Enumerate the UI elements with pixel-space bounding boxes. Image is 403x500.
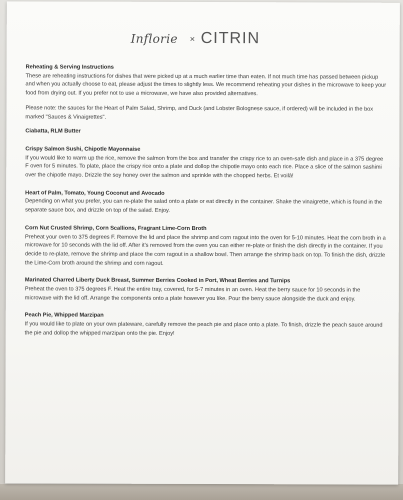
bread-heading: Ciabatta, RLM Butter bbox=[25, 128, 81, 135]
section-title-palm: Heart of Palm, Tomato, Young Coconut and Avocado bbox=[25, 190, 165, 197]
document-body bbox=[25, 63, 388, 339]
section-text-pie: If you would like to plate on your own plateware, carefully remove the peach pie and place onto a plate. To finish, drizzle the peach sauce around the pie and dollop the whipped marzipan onto the pie. Enjoy! bbox=[24, 321, 383, 337]
logo-citrin: CITRIN bbox=[200, 29, 261, 48]
intro-text: These are reheating instructions for dishes that were picked up at a much earlier time than eaten. If not much time has passed between pickup and when you actually choose to eat, please adjust the times to slightly less. We recommend reheating your dishes in the microwave to keep your food from drying out. If you prefer not to use a microwave, we have also provided alternatives. bbox=[25, 73, 387, 98]
logo-header bbox=[7, 27, 400, 58]
section-text-palm: Depending on what you prefer, you can re-plate the salad onto a plate or eat directly in the container. Shake the vinaigrette, which is found in the separate sauce box, and drizzle on top of the salad. Enjoy. bbox=[25, 198, 383, 215]
intro-heading: Reheating & Serving Instructions bbox=[25, 64, 114, 71]
logo-separator: × bbox=[189, 33, 195, 44]
table-surface bbox=[0, 484, 403, 500]
section-title-duck: Marinated Charred Liberty Duck Breast, Summer Berries Cooked in Port, Wheat Berries and Turnips bbox=[24, 277, 291, 285]
section-text-shrimp: Preheat your oven to 375 degrees F. Remove the lid and place the shrimp and corn ragout into the oven for 5-10 minutes. Heat the corn broth in a microwave for 10 seconds with the lid off. After it's removed from the oven you can either re-plate or finish the dish directly in the container. If you decide to re-plate, remove the shrimp and place the corn ragout in a shallow bowl. Then arrange the shrimp back on top. To finish the dish, drizzle the Lime-Corn broth around the shrimp and corn ragout. bbox=[24, 233, 386, 267]
section-text-salmon: If you would like to warm up the rice, remove the salmon from the box and transfer the crispy rice to an oven-safe dish and place in a 375 degree F oven for 5 minutes. To plate, place the crispy rice onto a plate and dollop the chipotle mayo onto each rice. Place a slice of the salmon sashimi over the chipotle mayo. Drizzle the soy honey over the salmon and sprinkle with the chopped herbs. Et voilà! bbox=[25, 155, 384, 180]
sauce-note: Please note: the sauces for the Heart of Palm Salad, Shrimp, and Duck (and Lobster Bolognese sauce, if ordered) will be included in the box marked "Sauces & Vinaigrettes". bbox=[25, 105, 374, 121]
logo-inflorie: Inflorie bbox=[130, 31, 178, 46]
instruction-sheet bbox=[5, 1, 400, 484]
section-text-duck: Preheat the oven to 375 degrees F. Heat the entire tray, covered, for 5-7 minutes in an oven. Heat the berry sauce for 10 seconds in the microwave with the lid off. Arrange the components onto a plate however you like. Pour the berry sauce alongside the duck and enjoy. bbox=[24, 286, 361, 303]
section-title-shrimp: Corn Nut Crusted Shrimp, Corn Scallions, Fragrant Lime-Corn Broth bbox=[25, 225, 207, 232]
section-title-pie: Peach Pie, Whipped Marzipan bbox=[24, 312, 104, 320]
section-title-salmon: Crispy Salmon Sushi, Chipotle Mayonnaise bbox=[25, 146, 141, 153]
